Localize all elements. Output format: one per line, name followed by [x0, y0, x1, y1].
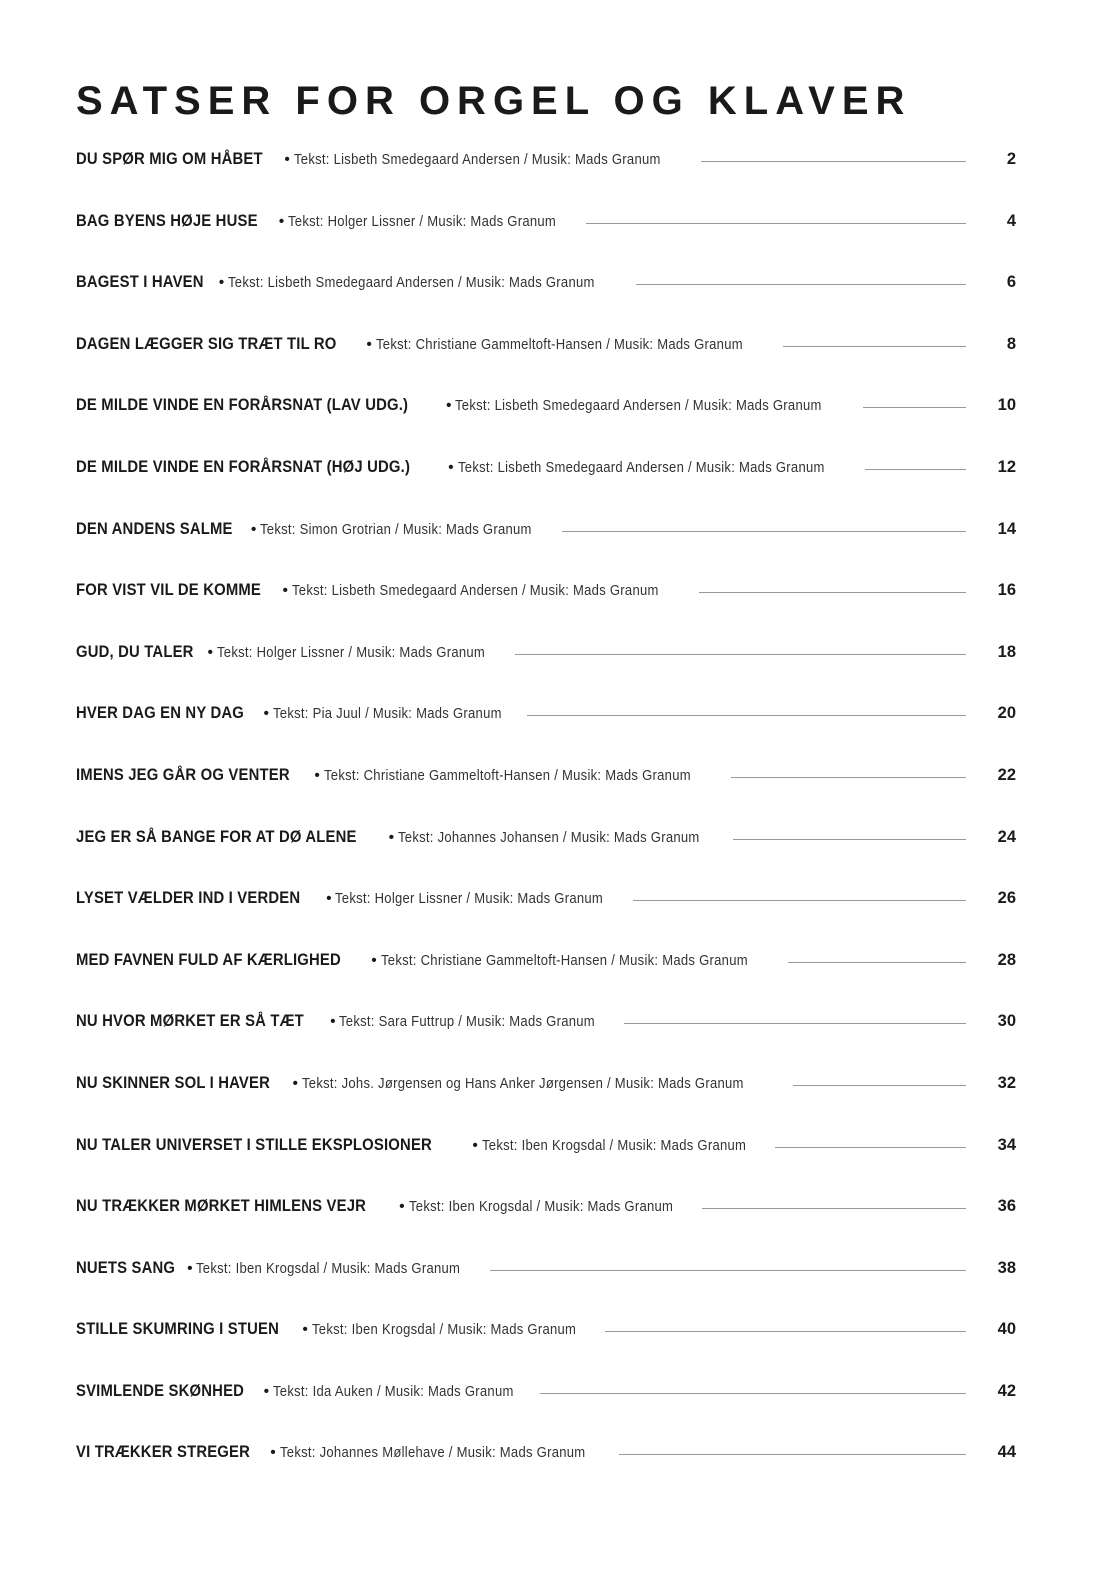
entry-credits: Tekst: Sara Futtrup / Musik: Mads Granum — [339, 1014, 596, 1031]
entry-page-number: 24 — [997, 827, 1016, 846]
toc-entry-19[interactable] — [76, 1259, 1016, 1321]
entry-page-number: 38 — [997, 1258, 1016, 1277]
dot-leader-line — [619, 1453, 966, 1455]
entry-title: NU TRÆKKER MØRKET HIMLENS VEJR — [76, 1197, 367, 1216]
entry-credits: Tekst: Lisbeth Smedegaard Andersen / Musik: Mads Granum — [228, 275, 595, 292]
entry-title: VI TRÆKKER STREGER — [76, 1443, 251, 1462]
toc-entry-2[interactable] — [76, 212, 1016, 274]
entry-page-number: 10 — [997, 396, 1016, 415]
entry-page-number: 30 — [997, 1012, 1016, 1031]
toc-entry-7[interactable] — [76, 520, 1016, 582]
entry-title: LYSET VÆLDER IND I VERDEN — [76, 889, 301, 908]
entry-credits: Tekst: Christiane Gammeltoft-Hansen / Musik: Mads Granum — [323, 767, 691, 784]
dot-leader-line — [863, 406, 966, 408]
entry-title: DAGEN LÆGGER SIG TRÆT TIL RO — [76, 334, 337, 353]
bullet-separator: • — [314, 766, 320, 784]
dot-leader-line — [731, 776, 966, 778]
dot-leader-line — [793, 1084, 966, 1086]
toc-entry-9[interactable] — [76, 643, 1016, 705]
bullet-separator: • — [371, 951, 377, 969]
entry-credits: Tekst: Iben Krogsdal / Musik: Mads Granum — [408, 1199, 673, 1216]
bullet-separator: • — [263, 1382, 270, 1400]
bullet-separator: • — [251, 520, 257, 538]
bullet-separator: • — [448, 458, 454, 476]
entry-credits: Tekst: Iben Krogsdal / Musik: Mads Granum — [311, 1322, 577, 1339]
bullet-separator: • — [292, 1074, 298, 1092]
bullet-separator: • — [330, 1013, 336, 1031]
entry-page-number: 36 — [997, 1197, 1016, 1216]
dot-leader-line — [490, 1269, 966, 1271]
entry-credits: Tekst: Holger Lissner / Musik: Mads Granum — [288, 213, 557, 230]
bullet-separator: • — [366, 335, 372, 353]
toc-entry-11[interactable] — [76, 766, 1016, 828]
page-title: SATSER FOR ORGEL OG KLAVER — [76, 79, 912, 123]
dot-leader-line — [775, 1146, 966, 1148]
dot-leader-line — [633, 899, 966, 901]
entry-title: SVIMLENDE SKØNHED — [76, 1381, 245, 1400]
entry-credits: Tekst: Holger Lissner / Musik: Mads Granum — [216, 644, 485, 661]
entry-credits: Tekst: Ida Auken / Musik: Mads Granum — [273, 1383, 514, 1400]
dot-leader-line — [605, 1330, 966, 1332]
entry-title: NUETS SANG — [76, 1258, 176, 1277]
toc-entry-14[interactable] — [76, 951, 1016, 1013]
entry-title: NU SKINNER SOL I HAVER — [76, 1073, 271, 1092]
entry-credits: Tekst: Iben Krogsdal / Musik: Mads Granum — [196, 1260, 461, 1277]
entry-page-number: 22 — [997, 765, 1016, 784]
toc-entry-22[interactable] — [76, 1443, 1016, 1505]
toc-entry-5[interactable] — [76, 396, 1016, 458]
entry-title: DEN ANDENS SALME — [76, 519, 233, 538]
toc-entry-8[interactable] — [76, 581, 1016, 643]
entry-credits: Tekst: Lisbeth Smedegaard Andersen / Musik: Mads Granum — [293, 152, 661, 168]
dot-leader-line — [702, 1207, 966, 1209]
entry-page-number: 8 — [1006, 334, 1016, 353]
bullet-separator: • — [399, 1198, 405, 1216]
toc-entry-18[interactable] — [76, 1197, 1016, 1259]
entry-title: DU SPØR MIG OM HÅBET — [76, 150, 263, 168]
dot-leader-line — [527, 714, 966, 716]
entry-credits: Tekst: Christiane Gammeltoft-Hansen / Musik: Mads Granum — [380, 952, 748, 969]
toc-entry-6[interactable] — [76, 458, 1016, 520]
entry-page-number: 16 — [997, 581, 1016, 600]
bullet-separator: • — [207, 643, 213, 661]
bullet-separator: • — [282, 582, 288, 600]
entry-title: JEG ER SÅ BANGE FOR AT DØ ALENE — [76, 827, 357, 846]
bullet-separator: • — [270, 1444, 276, 1462]
entry-title: FOR VIST VIL DE KOMME — [76, 581, 262, 600]
bullet-separator: • — [326, 890, 332, 908]
entry-page-number: 20 — [997, 704, 1016, 723]
bullet-separator: • — [284, 151, 290, 168]
toc-entry-4[interactable] — [76, 335, 1016, 397]
dot-leader-line — [701, 160, 966, 162]
toc-list — [76, 150, 1016, 1505]
toc-entry-17[interactable] — [76, 1136, 1016, 1198]
entry-page-number: 40 — [997, 1320, 1016, 1339]
dot-leader-line — [624, 1022, 966, 1024]
entry-page-number: 6 — [1006, 273, 1016, 292]
entry-title: DE MILDE VINDE EN FORÅRSNAT (HØJ UDG.) — [76, 457, 411, 476]
dot-leader-line — [540, 1392, 966, 1394]
entry-credits: Tekst: Johs. Jørgensen og Hans Anker Jørgensen / Musik: Mads Granum — [301, 1075, 744, 1092]
toc-entry-21[interactable] — [76, 1382, 1016, 1444]
entry-page-number: 14 — [997, 519, 1016, 538]
dot-leader-line — [865, 468, 966, 470]
entry-credits: Tekst: Pia Juul / Musik: Mads Granum — [272, 706, 502, 723]
entry-title: NU TALER UNIVERSET I STILLE EKSPLOSIONER — [76, 1135, 432, 1154]
toc-entry-10[interactable] — [76, 704, 1016, 766]
dot-leader-line — [636, 283, 967, 285]
entry-title: MED FAVNEN FULD AF KÆRLIGHED — [76, 950, 341, 969]
bullet-separator: • — [278, 212, 285, 230]
entry-title: IMENS JEG GÅR OG VENTER — [76, 765, 290, 784]
entry-credits: Tekst: Lisbeth Smedegaard Andersen / Musik: Mads Granum — [455, 398, 822, 415]
entry-page-number: 2 — [1006, 150, 1016, 168]
entry-page-number: 18 — [997, 642, 1016, 661]
toc-entry-12[interactable] — [76, 828, 1016, 890]
entry-title: GUD, DU TALER — [76, 642, 194, 661]
entry-page-number: 34 — [997, 1135, 1016, 1154]
entry-page-number: 26 — [997, 889, 1016, 908]
entry-credits: Tekst: Christiane Gammeltoft-Hansen / Musik: Mads Granum — [375, 336, 743, 353]
bullet-separator: • — [446, 397, 452, 415]
entry-title: BAGEST I HAVEN — [76, 273, 204, 292]
table-of-contents-page — [76, 78, 1016, 1462]
entry-title: STILLE SKUMRING I STUEN — [76, 1320, 279, 1339]
entry-page-number: 4 — [1006, 211, 1016, 230]
entry-page-number: 12 — [997, 457, 1016, 476]
dot-leader-line — [699, 591, 966, 593]
entry-credits: Tekst: Lisbeth Smedegaard Andersen / Musik: Mads Granum — [457, 459, 825, 476]
toc-entry-1[interactable] — [76, 150, 1016, 212]
bullet-separator: • — [302, 1321, 308, 1339]
entry-page-number: 32 — [997, 1073, 1016, 1092]
entry-title: DE MILDE VINDE EN FORÅRSNAT (LAV UDG.) — [76, 396, 409, 415]
bullet-separator: • — [218, 274, 225, 292]
entry-page-number: 28 — [997, 950, 1016, 969]
bullet-separator: • — [263, 705, 269, 723]
dot-leader-line — [733, 838, 966, 840]
entry-credits: Tekst: Johannes Johansen / Musik: Mads Granum — [398, 829, 700, 846]
entry-page-number: 42 — [997, 1381, 1016, 1400]
entry-title: NU HVOR MØRKET ER SÅ TÆT — [76, 1012, 304, 1031]
entry-credits: Tekst: Johannes Møllehave / Musik: Mads Granum — [279, 1445, 586, 1462]
bullet-separator: • — [187, 1259, 193, 1277]
toc-entry-20[interactable] — [76, 1320, 1016, 1382]
entry-credits: Tekst: Lisbeth Smedegaard Andersen / Musik: Mads Granum — [291, 583, 659, 600]
entry-title: BAG BYENS HØJE HUSE — [76, 211, 258, 230]
toc-entry-15[interactable] — [76, 1012, 1016, 1074]
entry-title: HVER DAG EN NY DAG — [76, 704, 244, 723]
dot-leader-line — [586, 222, 966, 224]
bullet-separator: • — [472, 1136, 478, 1154]
toc-entry-16[interactable] — [76, 1074, 1016, 1136]
toc-entry-3[interactable] — [76, 273, 1016, 335]
dot-leader-line — [783, 345, 966, 347]
dot-leader-line — [788, 961, 966, 963]
entry-credits: Tekst: Iben Krogsdal / Musik: Mads Granum — [481, 1137, 746, 1154]
entry-credits: Tekst: Simon Grotrian / Musik: Mads Granum — [260, 521, 532, 538]
dot-leader-line — [515, 653, 966, 655]
entry-credits: Tekst: Holger Lissner / Musik: Mads Granum — [335, 891, 604, 908]
toc-entry-13[interactable] — [76, 889, 1016, 951]
dot-leader-line — [562, 530, 966, 532]
bullet-separator: • — [388, 828, 395, 846]
entry-page-number: 44 — [997, 1443, 1016, 1462]
